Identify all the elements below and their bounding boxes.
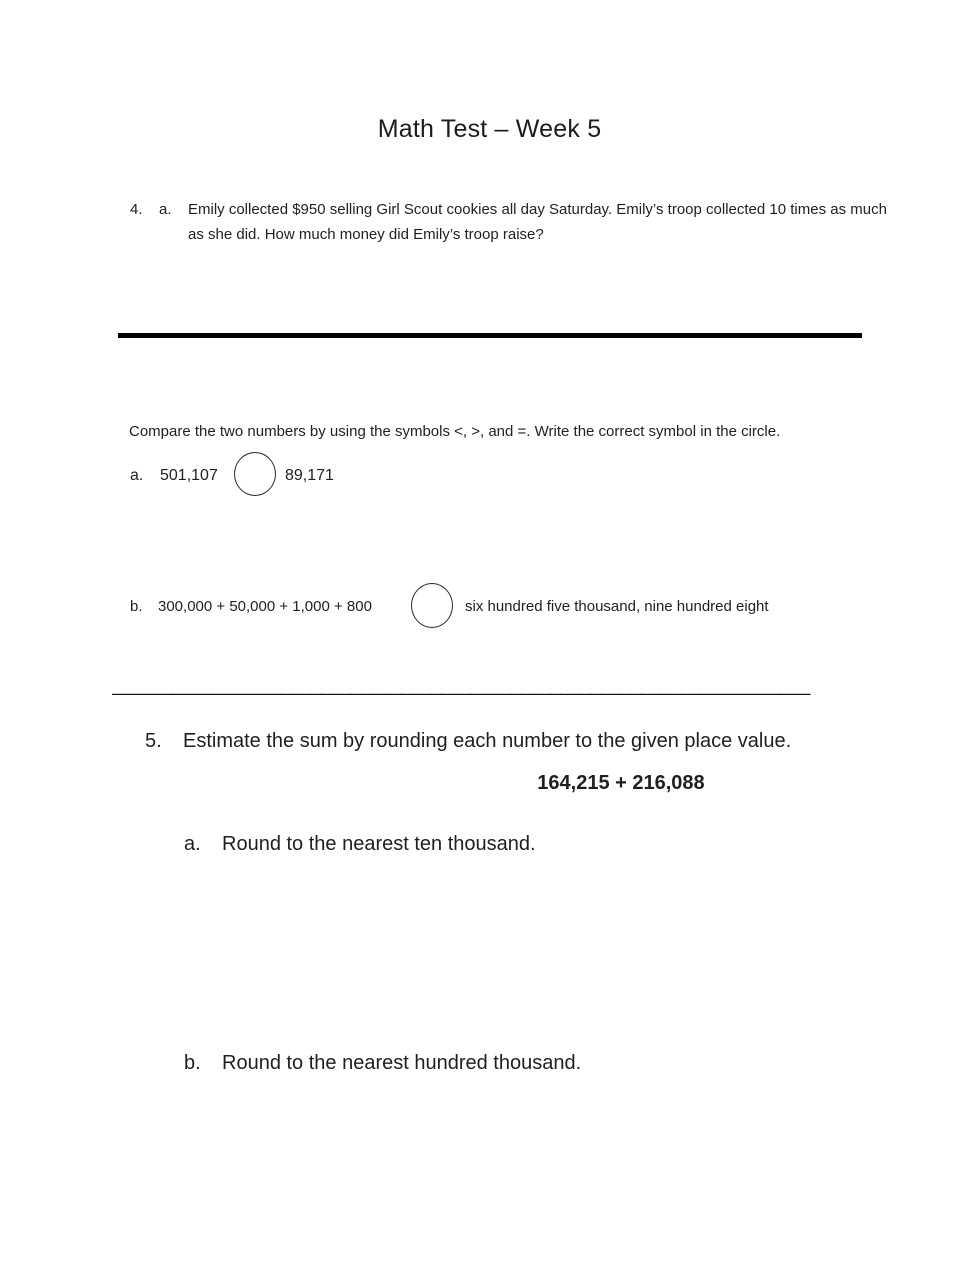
compare-item-a-left-value: 501,107 [160, 467, 218, 484]
compare-item-a-right-value: 89,171 [285, 467, 334, 484]
question-5-text: Estimate the sum by rounding each number to the given place value. [183, 730, 792, 752]
question-5a-text: Round to the nearest ten thousand. [222, 833, 536, 855]
question-4-number: 4. [130, 201, 143, 218]
question-5-number: 5. [145, 730, 162, 752]
question-5b-text: Round to the nearest hundred thousand. [222, 1052, 582, 1074]
question-4-block [130, 197, 900, 247]
question-5-heading [145, 727, 791, 755]
question-5b-letter: b. [184, 1052, 201, 1074]
question-4a-text: Emily collected $950 selling Girl Scout cookies all day Saturday. Emily’s troop collected 10 times as much as she did. How much money did Emily’s troop raise? [188, 201, 887, 243]
compare-item-a-answer-circle[interactable] [234, 452, 276, 496]
question-5-expression: 164,215 + 216,088 [537, 772, 705, 794]
question-5a-letter: a. [184, 833, 201, 855]
compare-item-a [130, 465, 334, 487]
compare-item-b-answer-circle[interactable] [411, 583, 453, 628]
question-5a [184, 830, 536, 858]
question-4-row [130, 197, 900, 247]
thick-divider-rule [118, 333, 862, 338]
compare-instructions: Compare the two numbers by using the symbols <, >, and =. Write the correct symbol in the circle. [129, 423, 781, 440]
compare-item-a-letter: a. [130, 467, 144, 484]
compare-item-b-right-value: six hundred five thousand, nine hundred eight [465, 597, 769, 615]
page-title: Math Test – Week 5 [377, 115, 602, 143]
compare-item-b-left-value: 300,000 + 50,000 + 1,000 + 800 [158, 597, 372, 615]
question-5b [184, 1049, 581, 1077]
compare-item-b-letter: b. [130, 597, 143, 615]
underscore-divider-rule: ______________________________________________________________________ [112, 675, 810, 696]
question-4a-letter: a. [159, 201, 172, 218]
